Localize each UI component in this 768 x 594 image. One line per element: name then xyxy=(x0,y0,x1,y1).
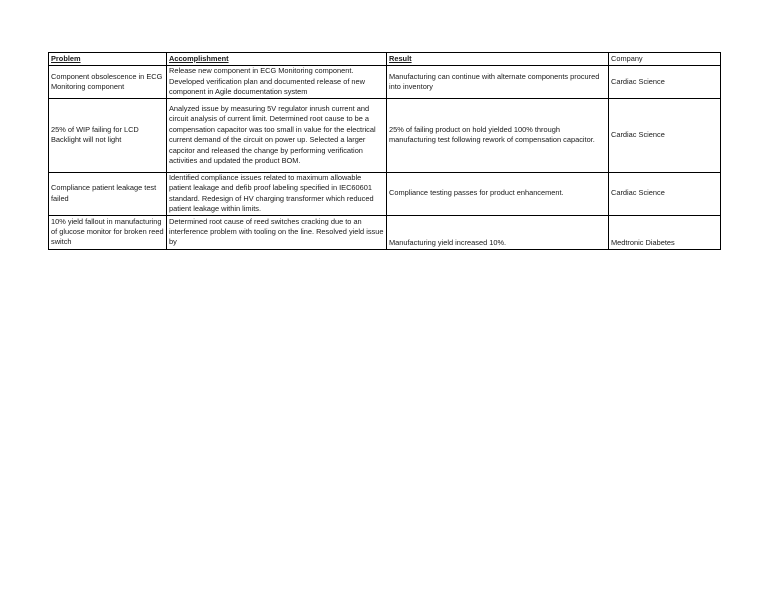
cell-result: 25% of failing product on hold yielded 100% through manufacturing test following rework of compensation capacitor. xyxy=(387,98,609,172)
cell-company: Cardiac Science xyxy=(609,98,721,172)
cell-accomplishment: Release new component in ECG Monitoring component. Developed verification plan and documented release of new component in Agile documentation system xyxy=(167,66,387,98)
cell-company: Medtronic Diabetes xyxy=(609,215,721,249)
cell-result: Compliance testing passes for product enhancement. xyxy=(387,172,609,215)
spreadsheet-page xyxy=(48,52,720,250)
table-row xyxy=(49,172,721,215)
cell-accomplishment: Analyzed issue by measuring 5V regulator inrush current and circuit analysis of current limit. Determined root cause to be a compensation capacitor was too small in value for the electrical current demand of the circuit on power up. Selected a larger capcitor and released the change by performing verification activities and updated the product BOM. xyxy=(167,98,387,172)
cell-result: Manufacturing yield increased 10%. xyxy=(387,215,609,249)
cell-accomplishment: Determined root cause of reed switches cracking due to an interference problem with tooling on the line. Resolved yield issue by xyxy=(167,215,387,249)
cell-problem: Component obsolescence in ECG Monitoring component xyxy=(49,66,167,98)
cell-result: Manufacturing can continue with alternate components procured into inventory xyxy=(387,66,609,98)
cell-company: Cardiac Science xyxy=(609,172,721,215)
accomplishments-table xyxy=(48,52,721,250)
table-row xyxy=(49,98,721,172)
cell-problem: Compliance patient leakage test failed xyxy=(49,172,167,215)
header-problem: Problem xyxy=(49,53,167,66)
cell-problem: 25% of WIP failing for LCD Backlight will not light xyxy=(49,98,167,172)
header-row xyxy=(49,53,721,66)
header-accomplishment: Accomplishment xyxy=(167,53,387,66)
table-row xyxy=(49,66,721,98)
table-row xyxy=(49,215,721,249)
cell-company: Cardiac Science xyxy=(609,66,721,98)
header-result: Result xyxy=(387,53,609,66)
cell-accomplishment: Identified compliance issues related to maximum allowable patient leakage and defib proof labeling specified in IEC60601 standard. Redesign of HV charging transformer which reduced patient leakage within limits. xyxy=(167,172,387,215)
cell-problem: 10% yield fallout in manufacturing of glucose monitor for broken reed switch xyxy=(49,215,167,249)
header-company: Company xyxy=(609,53,721,66)
